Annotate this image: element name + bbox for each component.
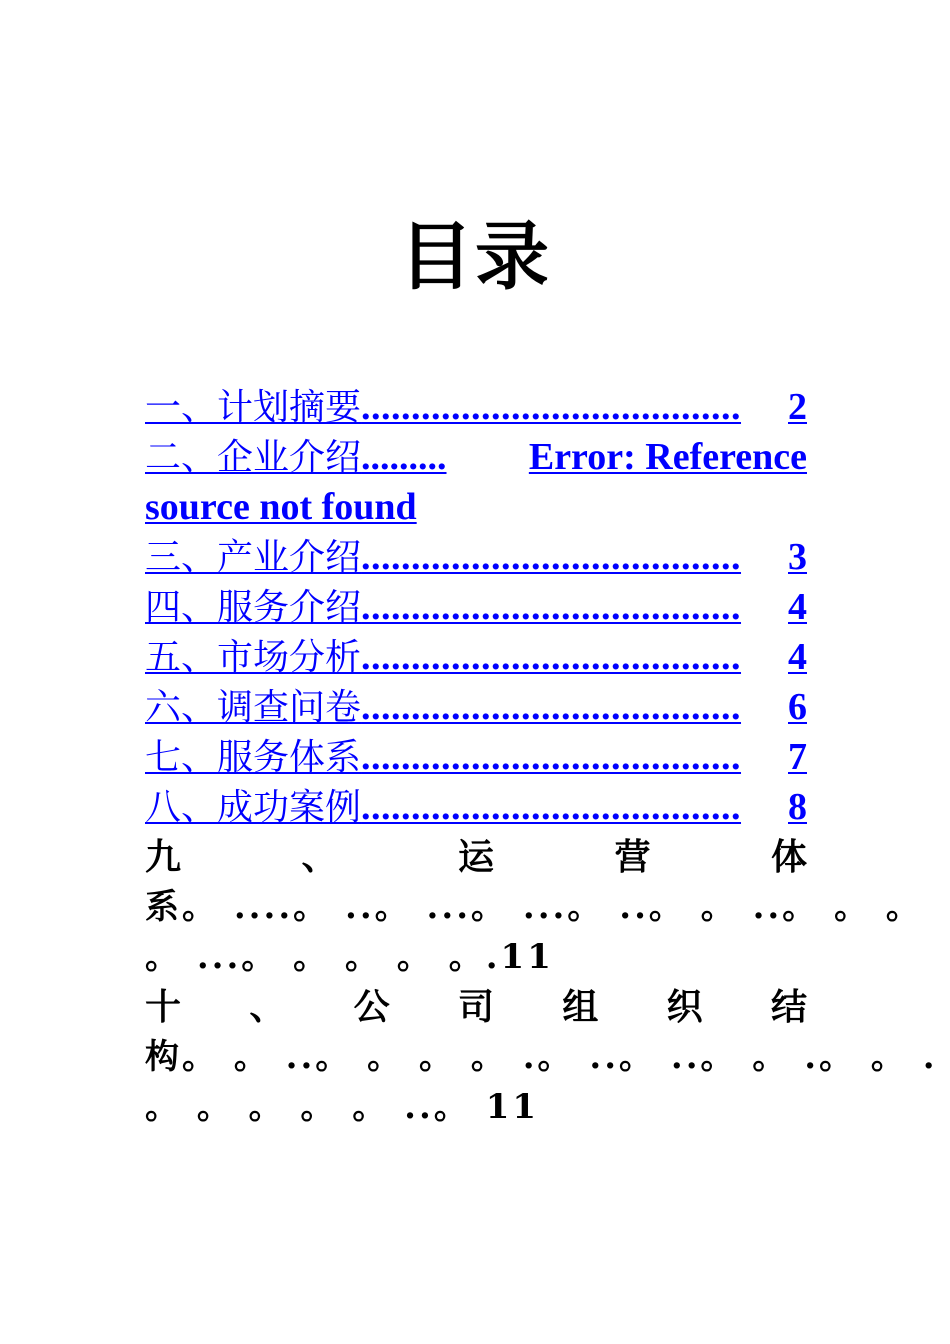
toc-entry-4[interactable] xyxy=(145,582,807,632)
toc-page-number: 8 xyxy=(788,786,807,828)
toc-page-number: 4 xyxy=(788,586,807,628)
toc-entry-2[interactable] xyxy=(145,432,807,482)
toc-entry-label: 三、产业介绍 xyxy=(145,537,362,578)
table-of-contents xyxy=(145,382,938,1132)
toc-page-number: 6 xyxy=(788,686,807,728)
toc-entry-10-char: 组 xyxy=(562,986,599,1028)
toc-entry-9-char: 营 xyxy=(614,836,651,878)
toc-entry-10-line-3: 。 。 。 。 。 ..。 11 xyxy=(145,1087,540,1127)
toc-entry-7[interactable] xyxy=(145,732,807,782)
toc-link-2[interactable] xyxy=(145,432,807,483)
toc-entry-8[interactable] xyxy=(145,782,807,832)
toc-entry-9-char: 九 xyxy=(145,836,182,878)
toc-entry-10-char: 结 xyxy=(770,986,807,1028)
toc-entry-9-char: 运 xyxy=(457,836,494,878)
toc-leader-dots: ...................................... xyxy=(361,786,742,828)
toc-entry-label: 二、企业介绍 xyxy=(145,437,362,478)
toc-page-number: 4 xyxy=(788,636,807,678)
toc-page-number: 7 xyxy=(788,736,807,778)
toc-error-reference: Error: Reference xyxy=(528,436,807,478)
toc-entry-1[interactable] xyxy=(145,382,807,432)
toc-link-1[interactable] xyxy=(145,382,807,433)
toc-entry-9-line-3: 。 ...。 。 。 。 。.11 xyxy=(145,937,554,977)
toc-entry-10-line-1 xyxy=(145,982,807,1032)
toc-entry-label: 六、调查问卷 xyxy=(145,687,362,728)
toc-entry-label: 七、服务体系 xyxy=(145,737,362,778)
toc-entry-label: 四、服务介绍 xyxy=(145,587,362,628)
toc-link-8[interactable] xyxy=(145,782,807,833)
toc-link-5[interactable] xyxy=(145,632,807,683)
page-title: 目录 xyxy=(399,214,551,300)
toc-entry-label: 八、成功案例 xyxy=(145,787,362,828)
toc-entry-3[interactable] xyxy=(145,532,807,582)
toc-entry-10-char: 、 xyxy=(249,986,286,1028)
toc-entry-9-char: 体 xyxy=(770,836,807,878)
toc-entry-9-line-2: 系。 ....。 ..。 ...。 ...。 ..。 。 ..。 。 。 xyxy=(145,887,923,927)
toc-leader-dots: ......... xyxy=(361,436,447,478)
toc-entry-10-line-2: 构。 。 ..。 。 。 。 .。 ..。 ..。 。 .。 。 . xyxy=(145,1037,938,1077)
toc-entry-10-char: 织 xyxy=(666,986,703,1028)
toc-page-number: 2 xyxy=(788,386,807,428)
toc-leader-dots: ...................................... xyxy=(361,386,742,428)
toc-entry-label: 五、市场分析 xyxy=(145,637,362,678)
toc-link-2-continuation[interactable]: source not found xyxy=(145,486,417,528)
toc-entry-5[interactable] xyxy=(145,632,807,682)
toc-entry-9-char: 、 xyxy=(301,836,338,878)
toc-leader-dots: ...................................... xyxy=(361,536,742,578)
toc-link-6[interactable] xyxy=(145,682,807,733)
toc-link-7[interactable] xyxy=(145,732,807,783)
toc-link-3[interactable] xyxy=(145,532,807,583)
toc-entry-label: 一、计划摘要 xyxy=(145,387,362,428)
toc-entry-9-line-1 xyxy=(145,832,807,882)
toc-entry-10-char: 公 xyxy=(353,986,390,1028)
toc-leader-dots: ...................................... xyxy=(361,686,742,728)
toc-page-number: 3 xyxy=(788,536,807,578)
toc-entry-6[interactable] xyxy=(145,682,807,732)
toc-leader-dots: ...................................... xyxy=(361,586,742,628)
toc-link-4[interactable] xyxy=(145,582,807,633)
toc-entry-2-continuation[interactable] xyxy=(145,482,807,532)
toc-leader-dots: ...................................... xyxy=(361,736,742,778)
toc-entry-10-char: 十 xyxy=(145,986,182,1028)
toc-entry-10-char: 司 xyxy=(457,986,494,1028)
toc-leader-dots: ...................................... xyxy=(361,636,742,678)
